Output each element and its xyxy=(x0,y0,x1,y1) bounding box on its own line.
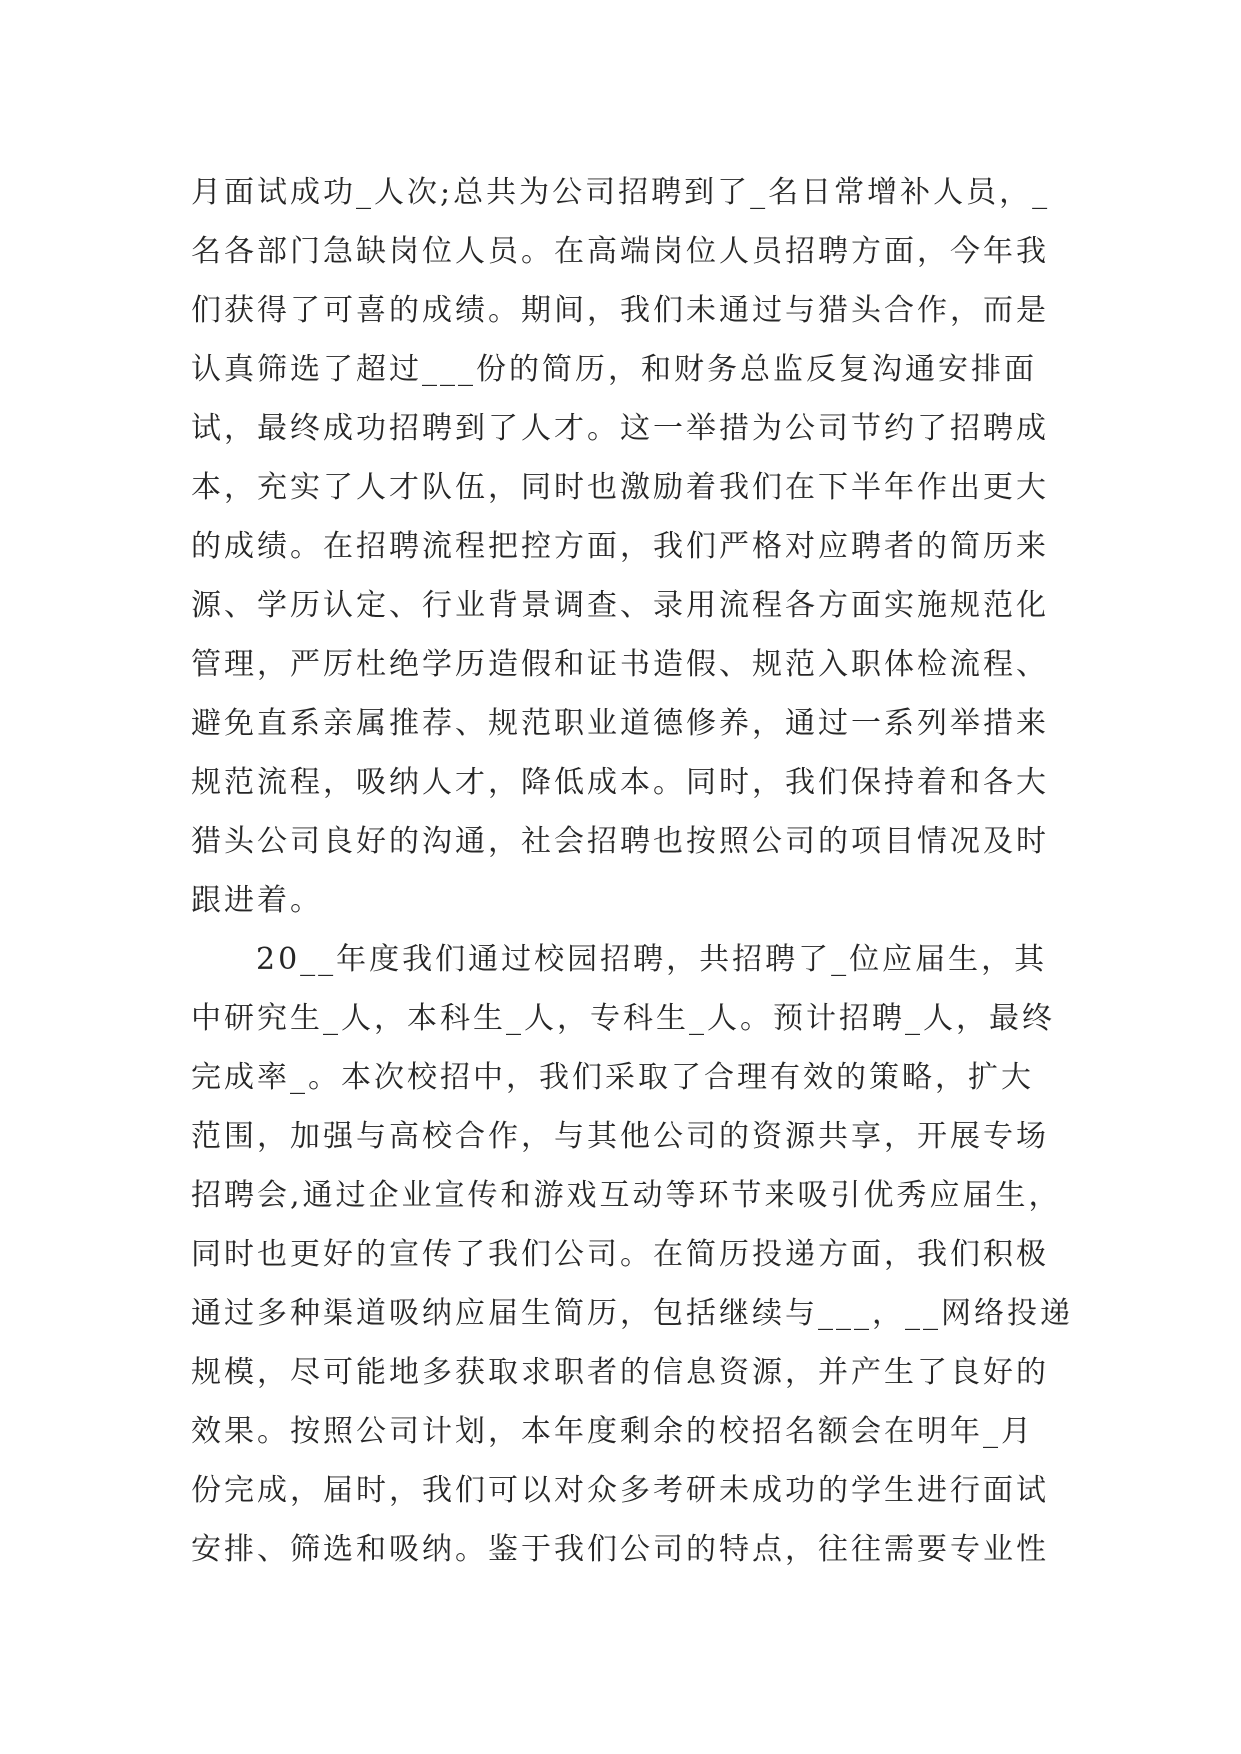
text-line: 中研究生_人，本科生_人，专科生_人。预计招聘_人，最终 xyxy=(191,1001,1055,1036)
text-line: 通过多种渠道吸纳应届生简历，包括继续与___，__网络投递 xyxy=(191,1296,1073,1331)
text-line: 试，最终成功招聘到了人才。这一举措为公司节约了招聘成 xyxy=(191,411,1049,446)
document-body xyxy=(191,163,1091,1579)
text-line: 20__年度我们通过校园招聘，共招聘了_位应届生，其 xyxy=(256,942,1048,977)
text-line: 避免直系亲属推荐、规范职业道德修养，通过一系列举措来 xyxy=(191,706,1049,741)
text-line: 范围，加强与高校合作，与其他公司的资源共享，开展专场 xyxy=(191,1119,1049,1154)
text-line: 完成率_。本次校招中，我们采取了合理有效的策略，扩大 xyxy=(191,1060,1034,1095)
text-line: 们获得了可喜的成绩。期间，我们未通过与猎头合作，而是 xyxy=(191,293,1049,328)
text-line: 认真筛选了超过___份的简历，和财务总监反复沟通安排面 xyxy=(191,352,1037,387)
paragraph xyxy=(191,930,1091,1579)
text-line: 跟进着。 xyxy=(191,883,323,918)
text-line: 规模，尽可能地多获取求职者的信息资源，并产生了良好的 xyxy=(191,1355,1049,1390)
text-line: 名各部门急缺岗位人员。在高端岗位人员招聘方面，今年我 xyxy=(191,234,1049,269)
text-line: 效果。按照公司计划，本年度剩余的校招名额会在明年_月 xyxy=(191,1414,1034,1449)
text-line: 同时也更好的宣传了我们公司。在简历投递方面，我们积极 xyxy=(191,1237,1049,1272)
text-line: 规范流程，吸纳人才，降低成本。同时，我们保持着和各大 xyxy=(191,765,1049,800)
paragraph xyxy=(191,163,1091,930)
text-line: 本，充实了人才队伍，同时也激励着我们在下半年作出更大 xyxy=(191,470,1049,505)
text-line: 安排、筛选和吸纳。鉴于我们公司的特点，往往需要专业性 xyxy=(191,1532,1049,1567)
text-line: 份完成，届时，我们可以对众多考研未成功的学生进行面试 xyxy=(191,1473,1049,1508)
text-line: 源、学历认定、行业背景调查、录用流程各方面实施规范化 xyxy=(191,588,1049,623)
text-line: 招聘会,通过企业宣传和游戏互动等环节来吸引优秀应届生， xyxy=(191,1178,1062,1213)
text-line: 的成绩。在招聘流程把控方面，我们严格对应聘者的简历来 xyxy=(191,529,1049,564)
text-line: 月面试成功_人次;总共为公司招聘到了_名日常增补人员，_ xyxy=(191,175,1051,210)
text-line: 管理，严厉杜绝学历造假和证书造假、规范入职体检流程、 xyxy=(191,647,1049,682)
text-line: 猎头公司良好的沟通，社会招聘也按照公司的项目情况及时 xyxy=(191,824,1049,859)
